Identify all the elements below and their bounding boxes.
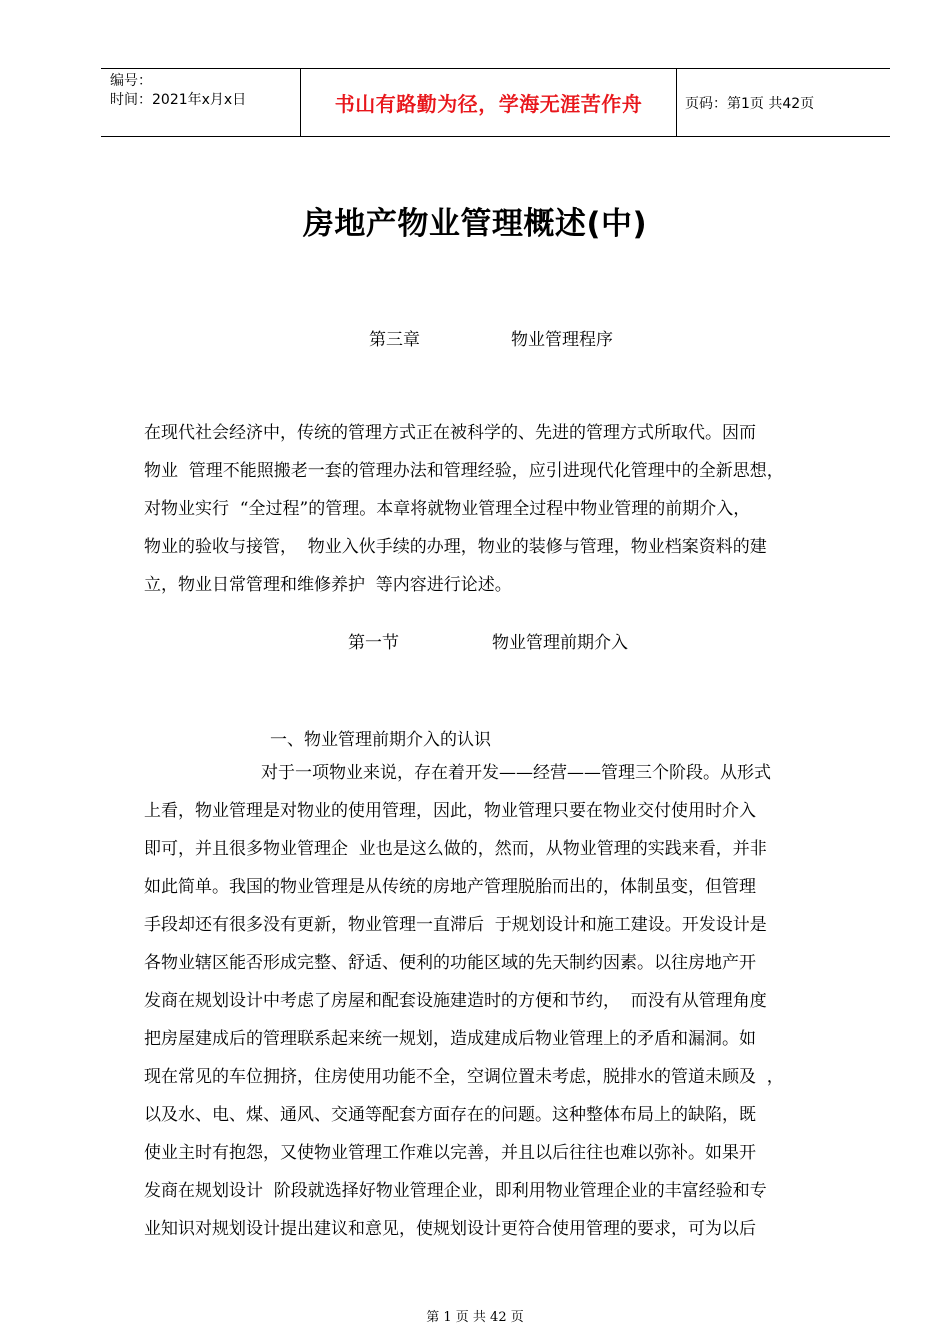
text-line: 即可，并且很多物业管理企 业也是这么做的，然而，从物业管理的实践来看，并非: [144, 839, 767, 859]
text-line: 对物业实行 “全过程”的管理。本章将就物业管理全过程中物业管理的前期介入，: [144, 499, 751, 519]
section-name: 物业管理前期介入: [492, 633, 628, 653]
document-title: 房地产物业管理概述(中): [302, 206, 648, 242]
header-page-info: 页码：第1页 共42页: [685, 95, 815, 112]
text-line: 在现代社会经济中，传统的管理方式正在被科学的、先进的管理方式所取代。因而: [144, 423, 756, 443]
chapter-name: 物业管理程序: [511, 330, 613, 350]
text-line: 发商在规划设计中考虑了房屋和配套设施建造时的方便和节约， 而没有从管理角度: [144, 991, 767, 1011]
text-line: 物业的验收与接管， 物业入伙手续的办理，物业的装修与管理，物业档案资料的建: [144, 537, 767, 557]
code-label: 编号：: [110, 73, 152, 89]
subheading: 一、物业管理前期介入的认识: [270, 730, 491, 750]
text-line: 上看，物业管理是对物业的使用管理，因此，物业管理只要在物业交付使用时介入: [144, 801, 756, 821]
header-meta: [101, 69, 301, 136]
text-line: 各物业辖区能否形成完整、舒适、便利的功能区域的先天制约因素。以往房地产开: [144, 953, 756, 973]
section-number: 第一节: [348, 633, 399, 653]
text-line: 现在常见的车位拥挤，住房使用功能不全，空调位置未考虑，脱排水的管道未顾及 ，: [144, 1067, 784, 1087]
text-line: 对于一项物业来说，存在着开发——经营——管理三个阶段。从形式: [261, 763, 771, 783]
text-line: 业知识对规划设计提出建议和意见，使规划设计更符合使用管理的要求，可为以后: [144, 1219, 756, 1239]
text-line: 以及水、电、煤、通风、交通等配套方面存在的问题。这种整体布局上的缺陷，既: [144, 1105, 756, 1125]
text-line: 手段却还有很多没有更新，物业管理一直滞后 于规划设计和施工建设。开发设计是: [144, 915, 767, 935]
page-footer: 第 1 页 共 42 页: [426, 1310, 524, 1325]
text-line: 立，物业日常管理和维修养护 等内容进行论述。: [144, 575, 512, 595]
text-line: 如此简单。我国的物业管理是从传统的房地产管理脱胎而出的，体制虽变，但管理: [144, 877, 756, 897]
document-header: [101, 68, 890, 137]
text-line: 使业主时有抱怨，又使物业管理工作难以完善，并且以后往往也难以弥补。如果开: [144, 1143, 756, 1163]
time-label: 时间：2021年x月x日: [110, 92, 247, 108]
text-line: 发商在规划设计 阶段就选择好物业管理企业，即利用物业管理企业的丰富经验和专: [144, 1181, 767, 1201]
text-line: 把房屋建成后的管理联系起来统一规划，造成建成后物业管理上的矛盾和漏洞。如: [144, 1029, 756, 1049]
header-motto: 书山有路勤为径，学海无涯苦作舟: [301, 69, 677, 136]
body-paragraph: [144, 754, 784, 1248]
chapter-number: 第三章: [369, 330, 420, 350]
text-line: 物业 管理不能照搬老一套的管理办法和管理经验，应引进现代化管理中的全新思想，: [144, 461, 784, 481]
intro-paragraph: [144, 414, 784, 604]
